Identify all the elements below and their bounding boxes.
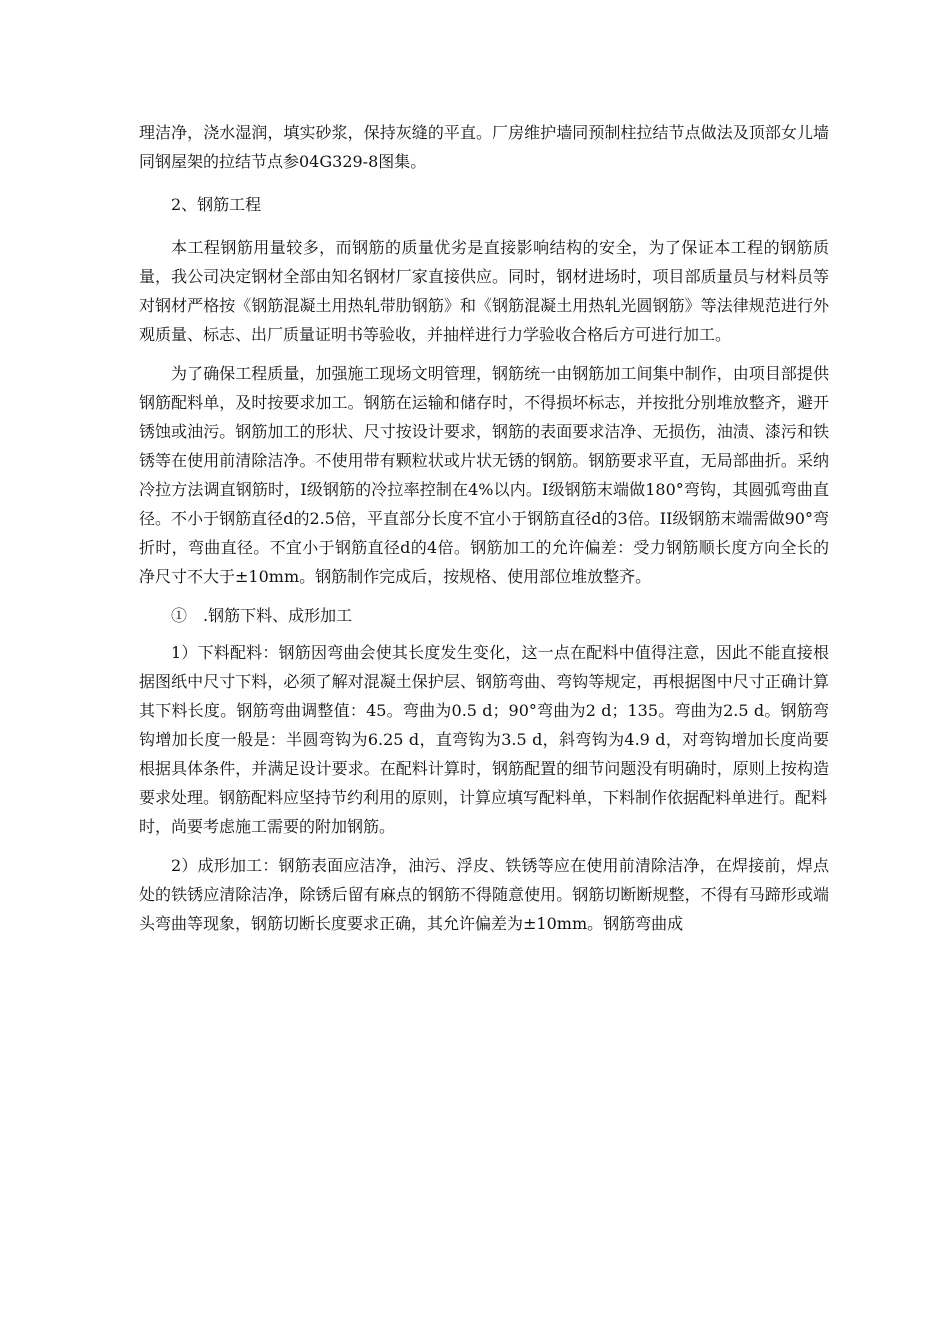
subheading-cutting-forming: ① .钢筋下料、成形加工: [171, 606, 353, 625]
paragraph-cutting-batching-tail: 时，尚要考虑施工需要的附加钢筋。: [139, 817, 396, 836]
paragraph-forming-processing: 2）成形加工：钢筋表面应洁净，油污、浮皮、铁锈等应在使用前清除洁净，在焊接前，焊点处的铁锈应清除洁净，除锈后留有麻点的钢筋不得随意使用。钢筋切断断规整，不得有马蹄形或端头弯曲等现象，钢筋切断长度要求正确，其允许偏差为±10mm。钢筋弯曲成: [139, 856, 829, 933]
paragraph-masonry-continuation: 理洁净，浇水湿润，填实砂浆，保持灰缝的平直。厂房维护墙同预制柱拉结节点做法及顶部女儿墙同钢屋架的拉结节点参04G329-8图集。: [139, 123, 829, 171]
section-heading-rebar-engineering: 2、钢筋工程: [171, 195, 262, 214]
paragraph-rebar-quality: 本工程钢筋用量较多，而钢筋的质量优劣是直接影响结构的安全，为了保证本工程的钢筋质量，我公司决定钢材全部由知名钢材厂家直接供应。同时，钢材进场时，项目部质量员与材料员等对钢材严格按《钢筋混凝土用热轧带肋钢筋》和《钢筋混凝土用热轧光圆钢筋》等法律规范进行外观质量、标志、出厂质量证明书等验收，并抽样进行力学验收合格后方可进行加工。: [139, 238, 829, 344]
paragraph-cutting-batching: 1）下料配料：钢筋因弯曲会使其长度发生变化，这一点在配料中值得注意，因此不能直接根据图纸中尺寸下料，必须了解对混凝土保护层、钢筋弯曲、弯钩等规定，再根据图中尺寸正确计算其下料长度。钢筋弯曲调整值：45。弯曲为0.5 d；90°弯曲为2 d；135。弯曲为2.5 d。钢筋弯钩增加长度一般是：半圆弯钩为6.25 d，直弯钩为3.5 d，斜弯钩为4.9 d，对弯钩增加长度尚要根据具体条件，并满足设计要求。在配料计算时，钢筋配置的细节问题没有明确时，原则上按构造要求处理。钢筋配料应坚持节约利用的原则，计算应填写配料单，下料制作依据配料单进行。配料: [139, 643, 829, 807]
paragraph-rebar-processing: 为了确保工程质量，加强施工现场文明管理，钢筋统一由钢筋加工间集中制作，由项目部提供钢筋配料单，及时按要求加工。钢筋在运输和储存时，不得损坏标志，并按批分别堆放整齐，避开锈蚀或油污。钢筋加工的形状、尺寸按设计要求，钢筋的表面要求洁净、无损伤，油渍、漆污和铁锈等在使用前清除洁净。不使用带有颗粒状或片状无锈的钢筋。钢筋要求平直，无局部曲折。采纳冷拉方法调直钢筋时，I级钢筋的冷拉率控制在4%以内。I级钢筋末端做180°弯钩，其圆弧弯曲直径。不小于钢筋直径d的2.5倍，平直部分长度不宜小于钢筋直径d的3倍。II级钢筋末端需做90°弯折时，弯曲直径。不宜小于钢筋直径d的4倍。钢筋加工的允许偏差：受力钢筋顺长度方向全长的净尺寸不大于±10mm。钢筋制作完成后，按规格、使用部位堆放整齐。: [139, 364, 829, 586]
document-body: [139, 118, 829, 948]
